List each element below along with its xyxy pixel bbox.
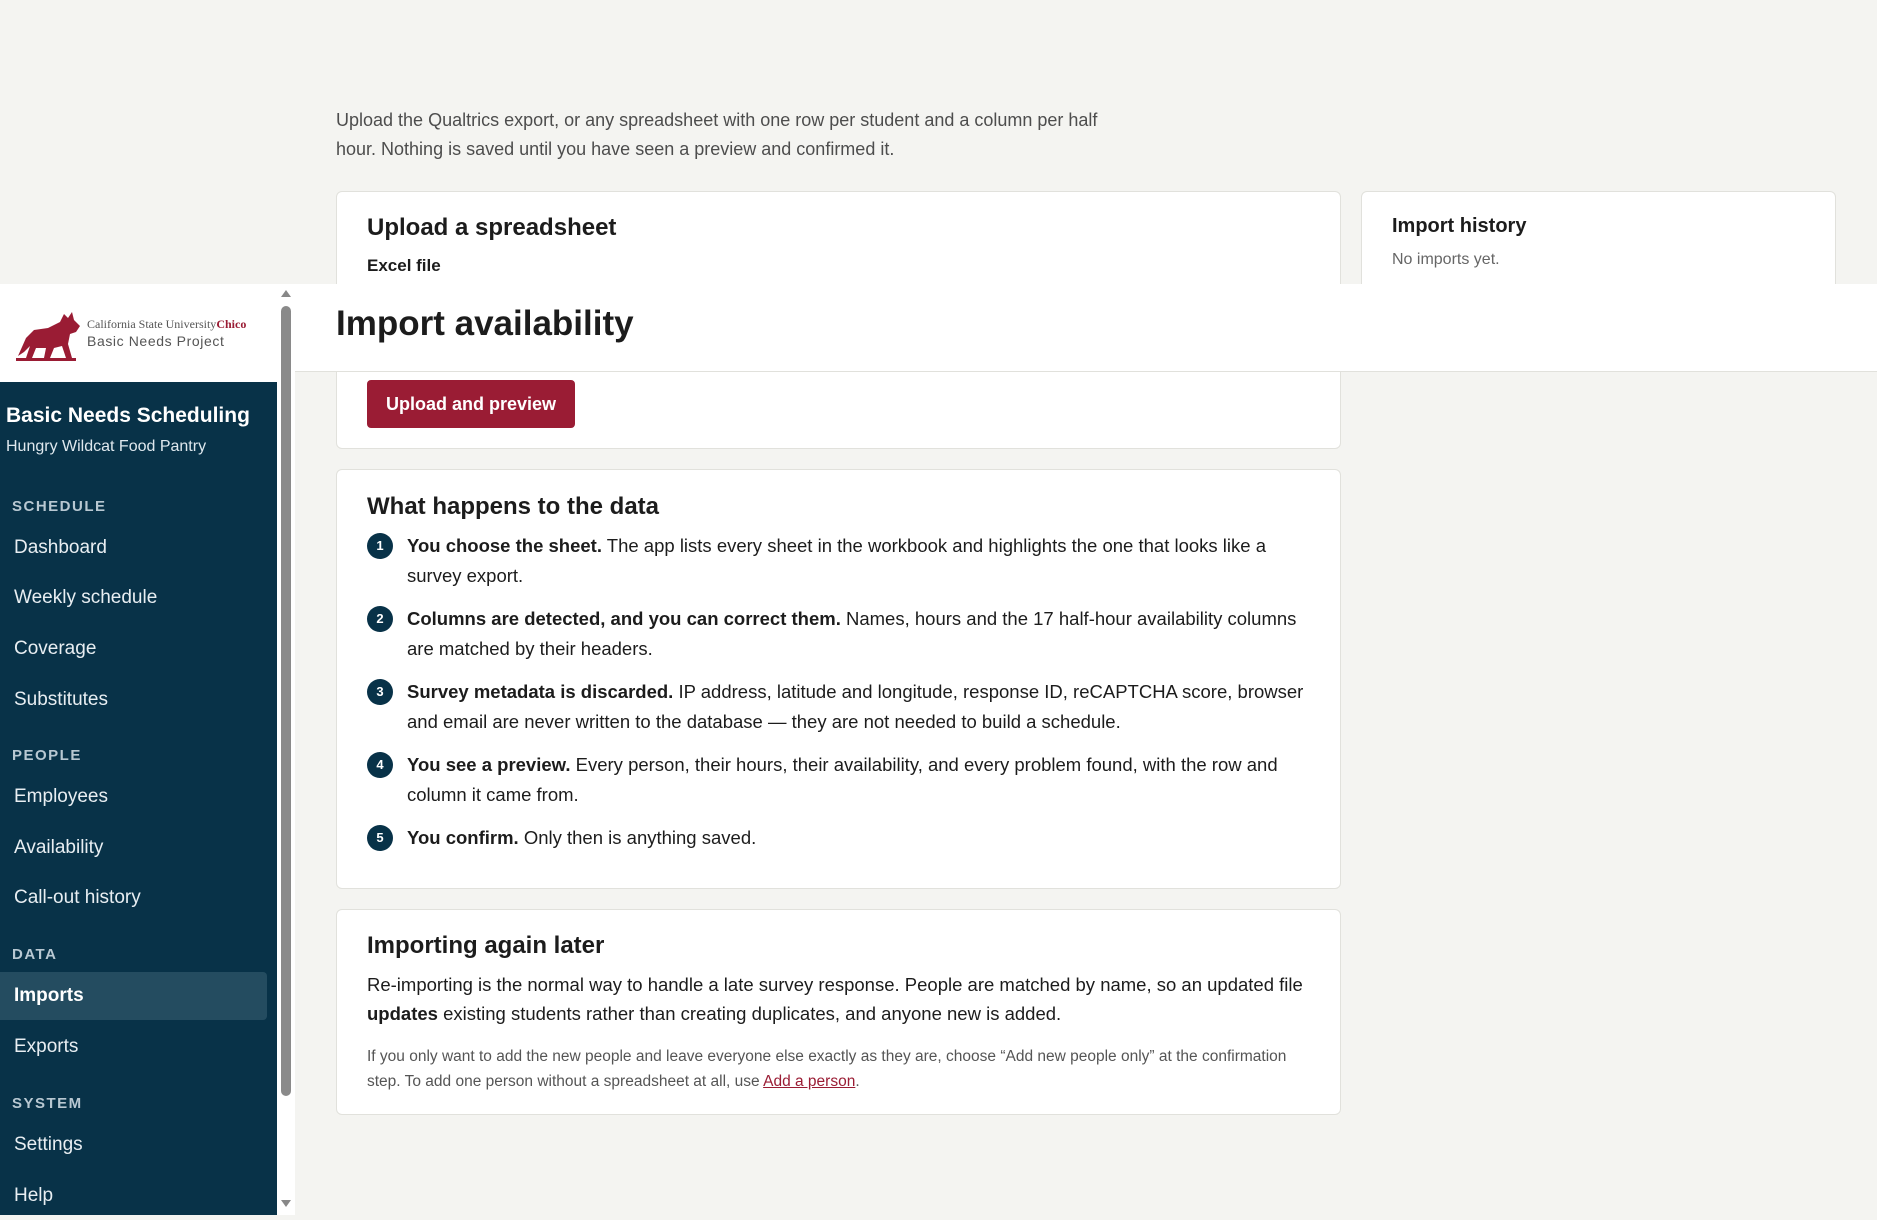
sidebar-item-employees[interactable]: Employees <box>14 786 108 807</box>
add-a-person-link[interactable]: Add a person <box>763 1073 856 1090</box>
sidebar-item-coverage[interactable]: Coverage <box>14 638 97 659</box>
step-heading: Survey metadata is discarded. <box>407 681 674 702</box>
sidebar <box>0 382 277 1215</box>
logo[interactable] <box>0 284 277 382</box>
data-handling-card <box>336 469 1341 889</box>
logo-project-text: Basic Needs Project <box>87 333 225 349</box>
sidebar-item-help[interactable]: Help <box>14 1185 54 1206</box>
import-again-text-start: Re-importing is the normal way to handle a late survey response. People are matched by name, so an updated file <box>367 974 1303 995</box>
app-subtitle: Hungry Wildcat Food Pantry <box>6 438 207 455</box>
section-label-data: DATA <box>12 946 58 963</box>
scrollbar-thumb[interactable] <box>281 306 291 1096</box>
import-again-text <box>367 970 1317 1028</box>
sidebar-item-weekly-schedule[interactable]: Weekly schedule <box>14 587 158 608</box>
step-text: Names, hours and the 17 half-hour availability columns are matched by their headers. <box>407 608 1297 659</box>
step-heading: Columns are detected, and you can correct them. <box>407 608 841 629</box>
step-number-badge: 1 <box>367 533 393 559</box>
sidebar-item-substitutes[interactable]: Substitutes <box>14 689 108 710</box>
app-title: Basic Needs Scheduling <box>6 404 250 427</box>
sidebar-item-dashboard[interactable]: Dashboard <box>14 537 107 558</box>
list-item <box>367 531 1317 590</box>
list-item <box>367 604 1317 663</box>
wildcat-logo-icon <box>14 308 84 364</box>
import-history-empty: No imports yet. <box>1392 251 1500 268</box>
upload-and-preview-button[interactable]: Upload and preview <box>367 380 575 428</box>
excel-file-label: Excel file <box>367 256 441 275</box>
list-item <box>367 823 1317 853</box>
data-handling-title: What happens to the data <box>367 493 660 520</box>
import-again-card <box>336 909 1341 1115</box>
import-again-note-end: . <box>855 1073 860 1090</box>
step-number-badge: 3 <box>367 679 393 705</box>
step-number-badge: 4 <box>367 752 393 778</box>
logo-csu-prefix: California State University <box>87 317 217 331</box>
section-label-system: SYSTEM <box>12 1095 83 1112</box>
scroll-up-arrow-icon[interactable] <box>281 290 291 297</box>
page-title: Import availability <box>336 304 634 343</box>
step-text: IP address, latitude and longitude, response ID, reCAPTCHA score, browser and email are never written to the database — they are not needed to build a schedule. <box>407 681 1304 732</box>
sidebar-item-imports[interactable]: Imports <box>0 972 267 1020</box>
sidebar-item-availability[interactable]: Availability <box>14 837 104 858</box>
sidebar-item-settings[interactable]: Settings <box>14 1134 83 1155</box>
import-history-title: Import history <box>1392 215 1527 237</box>
step-text: Only then is anything saved. <box>518 827 757 848</box>
import-again-note-text: If you only want to add the new people and leave everyone else exactly as they are, choose “Add new people only” at the confirmation step. To add one person without a spreadsheet at all, use <box>367 1048 1287 1090</box>
list-item <box>367 750 1317 809</box>
section-label-schedule: SCHEDULE <box>12 498 107 515</box>
step-heading: You see a preview. <box>407 754 571 775</box>
section-label-people: PEOPLE <box>12 747 82 764</box>
step-heading: You confirm. <box>407 827 519 848</box>
step-text: Every person, their hours, their availability, and every problem found, with the row and column it came from. <box>407 754 1278 805</box>
steps-list <box>367 531 1317 867</box>
step-number-badge: 2 <box>367 606 393 632</box>
import-again-text-bold: updates <box>367 1003 438 1024</box>
import-again-text-end: existing students rather than creating duplicates, and anyone new is added. <box>437 1003 1062 1024</box>
step-number-badge: 5 <box>367 825 393 851</box>
sidebar-item-exports[interactable]: Exports <box>14 1036 79 1057</box>
step-text: The app lists every sheet in the workbook and highlights the one that looks like a survey export. <box>407 535 1266 586</box>
sidebar-item-call-out-history[interactable]: Call-out history <box>14 887 141 908</box>
logo-university-text <box>87 317 246 332</box>
import-again-title: Importing again later <box>367 932 605 959</box>
upload-card-title: Upload a spreadsheet <box>367 214 617 241</box>
list-item <box>367 677 1317 736</box>
import-again-note <box>367 1044 1317 1094</box>
logo-chico: Chico <box>216 317 247 331</box>
intro-text: Upload the Qualtrics export, or any spreadsheet with one row per student and a column per half hour. Nothing is saved until you have seen a preview and confirmed it. <box>336 110 1098 159</box>
scroll-down-arrow-icon[interactable] <box>281 1200 291 1207</box>
step-heading: You choose the sheet. <box>407 535 602 556</box>
